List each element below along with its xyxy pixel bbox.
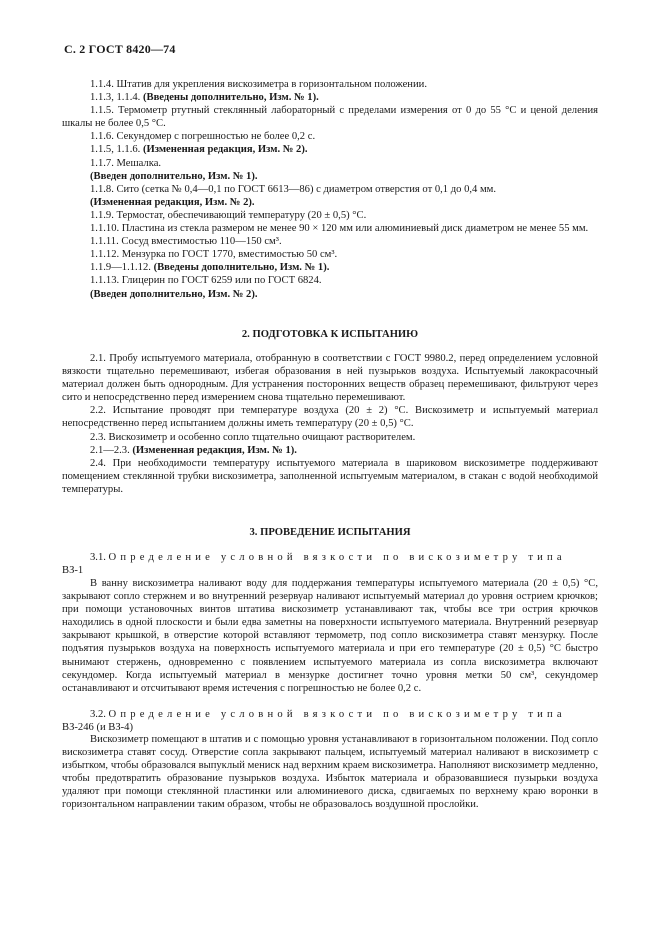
subsection-3-1-heading: [62, 551, 598, 577]
paragraph-text: 1.1.5, 1.1.6.: [90, 144, 143, 156]
paragraph: [62, 130, 598, 143]
paragraph: [62, 261, 598, 274]
paragraph: [62, 78, 598, 91]
amendment-note: (Введен дополнительно, Изм. № 2).: [90, 288, 258, 300]
amendment-note: (Измененная редакция, Изм. № 1).: [132, 444, 297, 456]
paragraph-text: 1.1.13. Глицерин по ГОСТ 6259 или по ГОСТ 6824.: [90, 275, 322, 287]
amendment-note: (Измененная редакция, Изм. № 2).: [90, 196, 255, 208]
paragraph-text: 1.1.10. Пластина из стекла размером не менее 90 × 120 мм или алюминиевый диск диаметром не менее 55 мм.: [90, 223, 589, 235]
s31-number: 3.1.: [90, 552, 106, 563]
paragraph-text: 2.1. Пробу испытуемого материала, отобранную в соответствии с ГОСТ 9980.2, перед определением условной вязкости тщательно перемешивают, избегая образования в ней пузырьков воздуха. Испытуемый лакокрасочный материал должен быть однородным. Для устранения посторонних веществ образец перемешивают, фильтруют через сито и непосредственно перед измерением снова тщательно перемешивают.: [62, 353, 598, 404]
amendment-note: (Введен дополнительно, Изм. № 1).: [90, 170, 258, 182]
page-header: С. 2 ГОСТ 8420—74: [64, 42, 176, 56]
paragraph: [62, 431, 598, 444]
paragraph: [62, 209, 598, 222]
s31-type: ВЗ-1: [62, 565, 84, 577]
paragraph: [62, 733, 598, 812]
section-3-title: 3. ПРОВЕДЕНИЕ ИСПЫТАНИЯ: [249, 527, 411, 538]
amendment-note: (Введены дополнительно, Изм. № 1).: [142, 92, 319, 104]
paragraph-text: 1.1.5. Термометр ртутный стеклянный лабораторный с пределами измерения от 0 до 55 °С и ценой деления шкалы не более 0,5 °С.: [62, 105, 598, 130]
section-3: [62, 526, 598, 539]
paragraph: [62, 91, 598, 104]
paragraph: [62, 196, 598, 209]
paragraph: [62, 143, 598, 156]
paragraph: [62, 577, 598, 695]
paragraph-text: В ванну вискозиметра наливают воду для поддержания температуры испытуемого материала (20 ± 0,5) °С, закрывают сопло стержнем и во внутренний резервуар наливают испытуемый материал до уровня острием крючков; при помощи установочных винтов штатива вискозиметр устанавливают так, чтобы все три острия крючков находились в одной плоскости и были едва заметны на поверхности испытуемого материала. Внутренний резервуар закрывают крышкой, в отверстие которой вставляют термометр, под сопло вискозиметра ставят мензурку. После подъятия пузырьков воздуха на поверхность испытуемого материала и при его температуре (20 ± 0,5) °С быстро вынимают стержень, одновременно с появлением испытуемого материала из сопла вискозиметра включают секундомер. Когда испытуемый материал в мензурке достигнет точно уровня метки 50 см³, секундомер останавливают и отсчитывают время истечения с погрешностью не более 0,2 с.: [62, 578, 598, 694]
paragraph-text: 2.4. При необходимости температуру испытуемого материала в шариковом вискозиметре поддерживают помещением стеклянной трубки вискозиметра, заполненной испытуемым материалом, в стакан с водой необходимой температуры.: [62, 457, 598, 495]
paragraph: [62, 288, 598, 301]
section-2: [62, 328, 598, 341]
paragraph: [62, 352, 598, 404]
paragraph: [62, 444, 598, 457]
paragraph: [62, 170, 598, 183]
paragraph-text: 1.1.9. Термостат, обеспечивающий температуру (20 ± 0,5) °С.: [90, 209, 367, 221]
paragraph: [62, 183, 598, 196]
paragraph: [62, 248, 598, 261]
s31-title: Определение условной вязкости по вискозиметру типа: [108, 552, 566, 563]
section-2-title: 2. ПОДГОТОВКА К ИСПЫТАНИЮ: [241, 329, 419, 340]
paragraph-text: 1.1.7. Мешалка.: [90, 157, 162, 169]
subsection-3-2-heading: [62, 708, 598, 734]
paragraph: [62, 274, 598, 287]
s32-number: 3.2.: [90, 709, 106, 720]
paragraph: [62, 104, 598, 130]
paragraph-text: 1.1.12. Мензурка по ГОСТ 1770, вместимостью 50 см³.: [90, 249, 338, 261]
block-equipment: [62, 78, 598, 301]
paragraph-text: 2.1—2.3.: [90, 444, 133, 456]
paragraph-text: 1.1.6. Секундомер с погрешностью не более 0,2 с.: [90, 131, 316, 143]
amendment-note: (Измененная редакция, Изм. № 2).: [142, 144, 308, 156]
paragraph-text: 2.3. Вискозиметр и особенно сопло тщательно очищают растворителем.: [90, 431, 416, 443]
s32-title: Определение условной вязкости по вискозиметру типа: [108, 709, 566, 720]
paragraph-text: 1.1.3, 1.1.4.: [90, 92, 143, 104]
paragraph-text: Вискозиметр помещают в штатив и с помощью уровня устанавливают в горизонтальном положении. Под сопло вискозиметра ставят сосуд. Отверстие сопла закрывают пальцем, испытуемый материал наливают в вискозиметр с избытком, чтобы образовался выпуклый мениск над верхним краем вискозиметра. Наполняют вискозиметр медленно, чтобы предотвратить образование пузырьков воздуха. Избыток материала и образовавшиеся пузырьки воздуха удаляют при помощи стеклянной пластинки или алюминиевого диска, сдвигаемых по верхнему краю воронки в горизонтальном направлении таким образом, чтобы не образовалось воздушной прослойки.: [62, 734, 598, 811]
paragraph: [62, 457, 598, 496]
paragraph: [62, 222, 598, 235]
paragraph-text: 1.1.4. Штатив для укрепления вискозиметра в горизонтальном положении.: [90, 79, 427, 90]
paragraph-text: 1.1.9—1.1.12.: [90, 262, 154, 274]
paragraph: [62, 235, 598, 248]
block-s32: [62, 733, 598, 812]
amendment-note: (Введены дополнительно, Изм. № 1).: [153, 262, 330, 274]
paragraph-text: 1.1.8. Сито (сетка № 0,4—0,1 по ГОСТ 6613—86) с диаметром отверстия от 0,1 до 0,4 мм.: [90, 183, 497, 195]
paragraph: [62, 157, 598, 170]
paragraph-text: 2.2. Испытание проводят при температуре воздуха (20 ± 2) °С. Вискозиметр и испытуемый материал непосредственно перед испытанием должны иметь температуру (20 ± 0,5) °С.: [62, 405, 598, 430]
paragraph-text: 1.1.11. Сосуд вместимостью 110—150 см³.: [90, 236, 282, 248]
paragraph: [62, 404, 598, 430]
block-s31: [62, 577, 598, 695]
s32-type: ВЗ-246 (и ВЗ-4): [62, 722, 134, 734]
block-preparation: [62, 352, 598, 496]
